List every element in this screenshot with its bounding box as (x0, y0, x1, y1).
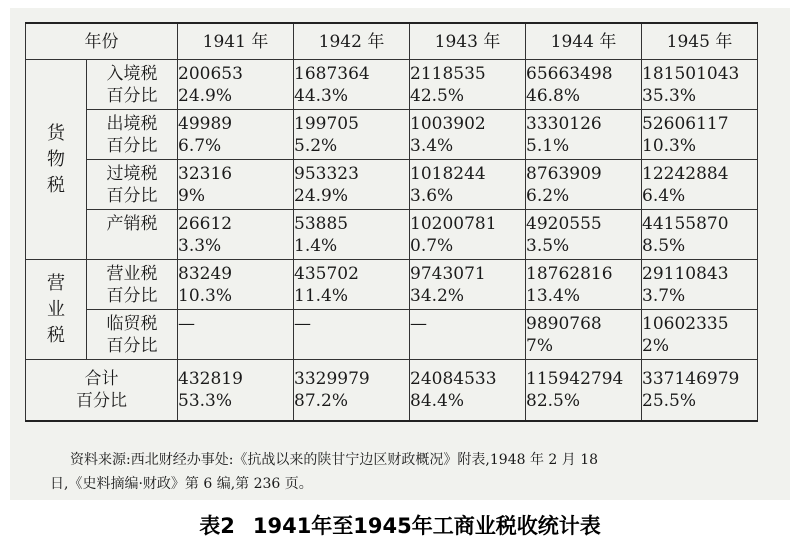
table-cell: 200653 24.9% (178, 60, 294, 110)
table-cell: 953323 24.9% (294, 160, 410, 210)
row-label: 出境税 百分比 (87, 110, 178, 160)
table-cell: 29110843 3.7% (642, 260, 758, 310)
caption-number: 表2 (199, 514, 235, 538)
table-cell: 26612 3.3% (178, 210, 294, 260)
table-cell: 2118535 42.5% (410, 60, 526, 110)
row-label: 入境税 百分比 (87, 60, 178, 110)
tax-statistics-table (25, 22, 758, 422)
table-row-business-tax (26, 260, 758, 310)
table-cell: 52606117 10.3% (642, 110, 758, 160)
header-year-1942: 1942 年 (294, 23, 410, 60)
table-cell: 4920555 3.5% (526, 210, 642, 260)
group-label-business-tax: 营 业 税 (26, 260, 87, 360)
table-cell: 65663498 46.8% (526, 60, 642, 110)
table-row-total (26, 360, 758, 422)
table-cell: — (294, 310, 410, 360)
table-row-border-trade-tax (26, 310, 758, 360)
table-cell: 432819 53.3% (178, 360, 294, 422)
table-row-export-tax (26, 110, 758, 160)
table-cell: 3330126 5.1% (526, 110, 642, 160)
source-note-line-2: 日,《史料摘编·财政》第 6 编,第 236 页。 (50, 476, 313, 492)
table-cell: 1003902 3.4% (410, 110, 526, 160)
table-cell: 10200781 0.7% (410, 210, 526, 260)
table-cell: 18762816 13.4% (526, 260, 642, 310)
row-label: 营业税 百分比 (87, 260, 178, 310)
table-cell: — (410, 310, 526, 360)
row-label: 产销税 (87, 210, 178, 260)
table-cell: 32316 9% (178, 160, 294, 210)
table-cell: 24084533 84.4% (410, 360, 526, 422)
table-cell: 435702 11.4% (294, 260, 410, 310)
table-cell: 3329979 87.2% (294, 360, 410, 422)
table-row-transit-tax (26, 160, 758, 210)
table-cell: 1687364 44.3% (294, 60, 410, 110)
table-cell: 8763909 6.2% (526, 160, 642, 210)
caption-title: 1941年至1945年工商业税收统计表 (252, 514, 601, 538)
table-cell: 181501043 35.3% (642, 60, 758, 110)
table-cell: 10602335 2% (642, 310, 758, 360)
table-cell: 12242884 6.4% (642, 160, 758, 210)
total-label: 合计 百分比 (26, 360, 178, 422)
table-cell: 9743071 34.2% (410, 260, 526, 310)
header-year-1945: 1945 年 (642, 23, 758, 60)
table-header-row (26, 23, 758, 60)
table-cell: 83249 10.3% (178, 260, 294, 310)
table-cell: 9890768 7% (526, 310, 642, 360)
header-year-label: 年份 (26, 23, 178, 60)
header-year-1941: 1941 年 (178, 23, 294, 60)
table-row-import-tax (26, 60, 758, 110)
table-caption (0, 510, 800, 540)
table-cell: 199705 5.2% (294, 110, 410, 160)
header-year-1944: 1944 年 (526, 23, 642, 60)
table-cell: 49989 6.7% (178, 110, 294, 160)
group-label-goods-tax: 货 物 税 (26, 60, 87, 260)
header-year-1943: 1943 年 (410, 23, 526, 60)
table-cell: 1018244 3.6% (410, 160, 526, 210)
row-label: 过境税 百分比 (87, 160, 178, 210)
table-row-production-tax (26, 210, 758, 260)
source-note-line-1: 资料来源:西北财经办事处:《抗战以来的陕甘宁边区财政概况》附表,1948 年 2 月 18 (70, 452, 599, 468)
source-note (50, 448, 785, 496)
row-label: 临贸税 百分比 (87, 310, 178, 360)
table-cell: 115942794 82.5% (526, 360, 642, 422)
table-cell: 337146979 25.5% (642, 360, 758, 422)
table-cell: 44155870 8.5% (642, 210, 758, 260)
table-cell: — (178, 310, 294, 360)
table-cell: 53885 1.4% (294, 210, 410, 260)
